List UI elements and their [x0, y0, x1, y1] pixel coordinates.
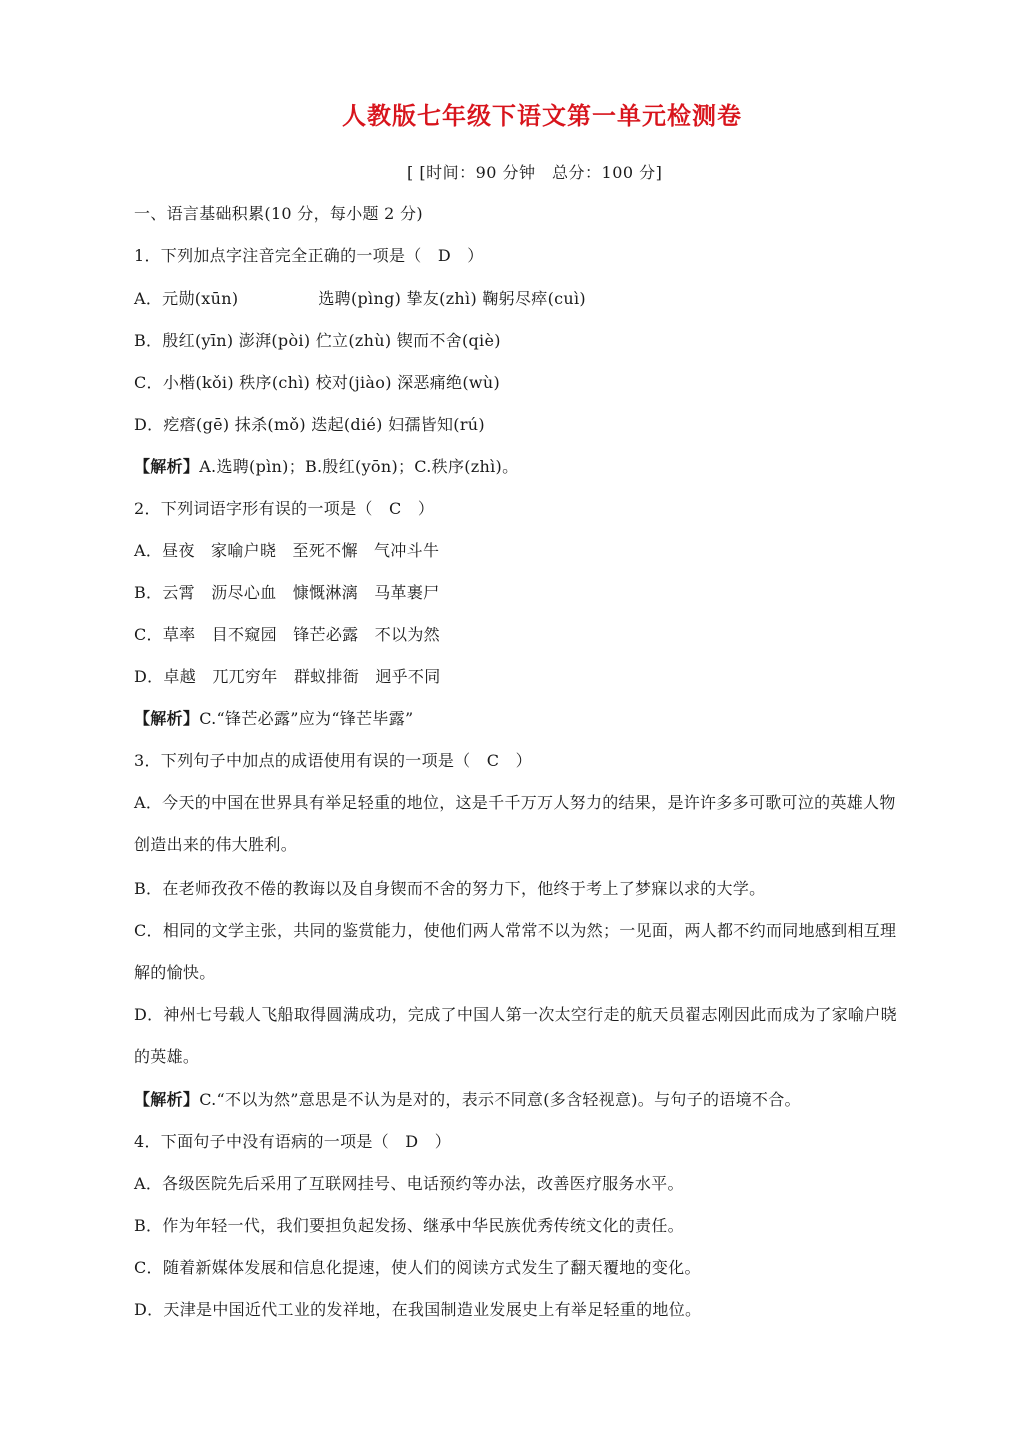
analysis-text: C.“不以为然”意思是不认为是对的，表示不同意(多含轻视意)。与句子的语境不合。 [199, 1090, 801, 1109]
page-title: 人教版七年级下语文第一单元检测卷 [342, 102, 742, 130]
question-3-option-b: B．在老师孜孜不倦的教诲以及自身锲而不舍的努力下，他终于考上了梦寐以求的大学。 [134, 879, 766, 898]
question-1-option-c: C．小楷(kǒi) 秩序(chì) 校对(jiào) 深恶痛绝(wù) [134, 373, 501, 392]
question-4-option-a: A．各级医院先后采用了互联网挂号、电话预约等办法，改善医疗服务水平。 [134, 1174, 684, 1193]
option-a-part2: 选聘(pìng) 挚友(zhì) 鞠躬尽瘁(cuì) [318, 289, 586, 308]
question-2-stem: 2．下列词语字形有误的一项是（ C ） [134, 499, 435, 518]
section-heading: 一、语言基础积累(10 分，每小题 2 分) [134, 204, 423, 223]
question-2-option-b: B．云霄 沥尽心血 慷慨淋漓 马革裹尸 [134, 583, 440, 602]
question-4-option-d: D．天津是中国近代工业的发祥地，在我国制造业发展史上有举足轻重的地位。 [134, 1300, 702, 1319]
option-a-part1: A．元勋(xūn) [134, 289, 239, 308]
question-2-analysis [134, 707, 413, 731]
question-3-option-d: D．神州七号载人飞船取得圆满成功，完成了中国人第一次太空行走的航天员翟志刚因此而成为了家喻户晓的英雄。 [134, 1005, 897, 1066]
question-1-analysis [134, 455, 518, 479]
question-4-option-c: C．随着新媒体发展和信息化提速，使人们的阅读方式发生了翻天覆地的变化。 [134, 1258, 701, 1277]
analysis-tag: 【解析】 [134, 457, 200, 476]
question-1-option-d: D．疙瘩(gē) 抹杀(mǒ) 迭起(dié) 妇孺皆知(rú) [134, 415, 485, 434]
question-1-option-a [134, 287, 586, 311]
question-2-option-c: C．草率 目不窥园 锋芒必露 不以为然 [134, 625, 440, 644]
question-2-option-a: A．昼夜 家喻户晓 至死不懈 气冲斗牛 [134, 541, 440, 560]
analysis-text: C.“锋芒必露”应为“锋芒毕露” [199, 709, 414, 728]
exam-meta: [ [时间：90 分钟 总分：100 分] [407, 163, 663, 182]
analysis-tag: 【解析】 [134, 1090, 200, 1109]
analysis-tag: 【解析】 [134, 709, 200, 728]
question-3-option-a: A．今天的中国在世界具有举足轻重的地位，这是千千万万人努力的结果，是许许多多可歌可泣的英雄人物创造出来的伟大胜利。 [134, 793, 896, 854]
analysis-text: A.选聘(pìn)；B.殷红(yōn)；C.秩序(zhì)。 [199, 457, 519, 476]
question-4-stem: 4．下面句子中没有语病的一项是（ D ） [134, 1132, 452, 1151]
question-3-stem: 3．下列句子中加点的成语使用有误的一项是（ C ） [134, 751, 532, 770]
question-4-option-b: B．作为年轻一代，我们要担负起发扬、继承中华民族优秀传统文化的责任。 [134, 1216, 684, 1235]
question-3-option-c: C．相同的文学主张，共同的鉴赏能力，使他们两人常常不以为然；一见面，两人都不约而同地感到相互理解的愉快。 [134, 921, 897, 982]
question-1-stem: 1．下列加点字注音完全正确的一项是（ D ） [134, 246, 484, 265]
question-3-analysis [134, 1088, 801, 1112]
question-2-option-d: D．卓越 兀兀穷年 群蚁排衙 迥乎不同 [134, 667, 441, 686]
question-1-option-b: B．殷红(yīn) 澎湃(pòi) 伫立(zhù) 锲而不舍(qiè) [134, 331, 501, 350]
